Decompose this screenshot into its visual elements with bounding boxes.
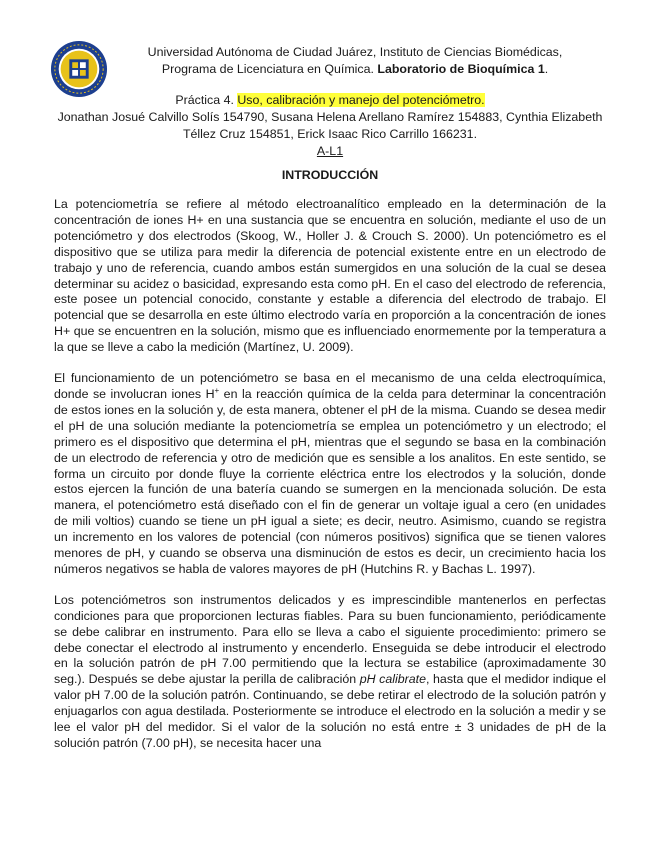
section-title: INTRODUCCIÓN — [281, 168, 379, 182]
paragraph-2-start: El funcionamiento de un potenciómetro se basa en el mecanismo de una celda electroquímica, donde se involucran iones H — [54, 371, 606, 401]
header-line-1: Universidad Autónoma de Ciudad Juárez, Instituto de Ciencias Biomédicas, — [147, 45, 563, 59]
paragraph-2 — [54, 371, 606, 578]
authors: Jonathan Josué Calvillo Solís 154790, Susana Helena Arellano Ramírez 154883, Cynthia Elizabeth Téllez Cruz 154851, Erick Isaac Rico Carrillo 166231. — [57, 110, 603, 141]
practice-title-line — [40, 92, 620, 109]
header-line-2 — [110, 61, 600, 78]
header-period: . — [544, 62, 549, 76]
paragraph-3-end: , hasta que el medidor indique el valor pH 7.00 de la solución patrón. Continuando, se debe retirar el electrodo de la solución patrón y enjuagarlos con agua destilada. Posteriormente se introduce el electrodo en la solución a medir y se lee el valor pH del medidor. Si el valor de la solución no está entre ± 3 unidades de pH de la solución patrón (7.00 pH), se necesita hacer una — [54, 672, 606, 750]
institution-header — [110, 44, 600, 78]
body-text — [54, 197, 606, 767]
paragraph-3-start: Los potenciómetros son instrumentos delicados y es imprescindible mantenerlos en perfectas condiciones para que proporcionen lecturas fiables. Para su buen funcionamiento, periódicamente se debe calibrar en instrumento. Para ello se lleva a cabo el siguiente procedimiento: primero se debe conectar el electrodo al instrumento y encenderlo. Enseguida se debe introducir el electrodo en la solución patrón de pH 7.00 permitiendo que la lectura se estabilice (aproximadamente 30 seg.). Después se debe ajustar la perilla de calibración — [54, 592, 606, 687]
practice-block — [40, 92, 620, 160]
superscript-plus: + — [214, 385, 220, 395]
paragraph-3 — [54, 593, 606, 752]
program-name: Programa de Licenciatura en Química. — [161, 62, 378, 76]
group-code: A-L1 — [316, 144, 344, 158]
paragraph-2-end: en la reacción química de la celda para determinar la concentración de estos iones en la solución y, de esta manera, obtener el pH de la misma. Cuando se desea medir el pH de una solución mediante la potenciometría se emplea un potenciómetro y un electrodo; el primero es el dispositivo que determina el pH, mientras que el segundo se basa en la combinación de un electrodo de referencia y otro de medición que es sensible a los analitos. En este sentido, se forma un circuito por donde fluye la corriente eléctrica entre los electrodos y la solución, donde estos ejercen la función de una batería cuando se sumergen en la mencionada solución. De esta manera, el potenciómetro está diseñado con el fin de generar un voltaje igual a cero (en unidades de mili voltios) cuando se tiene un pH igual a siete; es decir, neutro. Asimismo, cuando se registra un incremento en los valores de potencial (con números positivos) significa que se tienen valores menores de pH, y cuando se observa una disminución de estos es decir, un crecimiento hacia los números negativos se habla de valores mayores de pH (Hutchins R. y Bachas L. 1997). — [54, 386, 607, 576]
university-seal-icon — [50, 40, 108, 98]
practice-title: Uso, calibración y manejo del potenciómetro. — [237, 93, 485, 107]
paragraph-1: La potenciometría se refiere al método electroanalítico empleado en la determinación de la concentración de iones H+ en una sustancia que se encuentra en solución, mediante el uso de un potenciómetro y dos electrodos (Skoog, W., Holler J. & Crouch S. 2000). Un potenciómetro es el dispositivo que se utiliza para medir la diferencia de potencial existente entre en un electrodo de trabajo y uno de referencia, cuando ambos están sumergidos en una solución de la cual se desea determinar su acidez o basicidad, expresando esta como pH. En el caso del electrodo de referencia, este posee un potencial conocido, constante y estable a diferencia del electrodo de trabajo. El potencial que se desarrolla en este último electrodo varía en proporción a la concentración de iones H+ que se encuentren en la solución, mismo que es influenciado enormemente por la temperatura a la que se lleve a cabo la medición (Martínez, U. 2009). — [54, 197, 606, 355]
paragraph-3-italic: pH calibrate — [359, 672, 427, 687]
practice-number: Práctica 4. — [175, 93, 238, 107]
lab-name: Laboratorio de Bioquímica 1 — [377, 62, 545, 76]
